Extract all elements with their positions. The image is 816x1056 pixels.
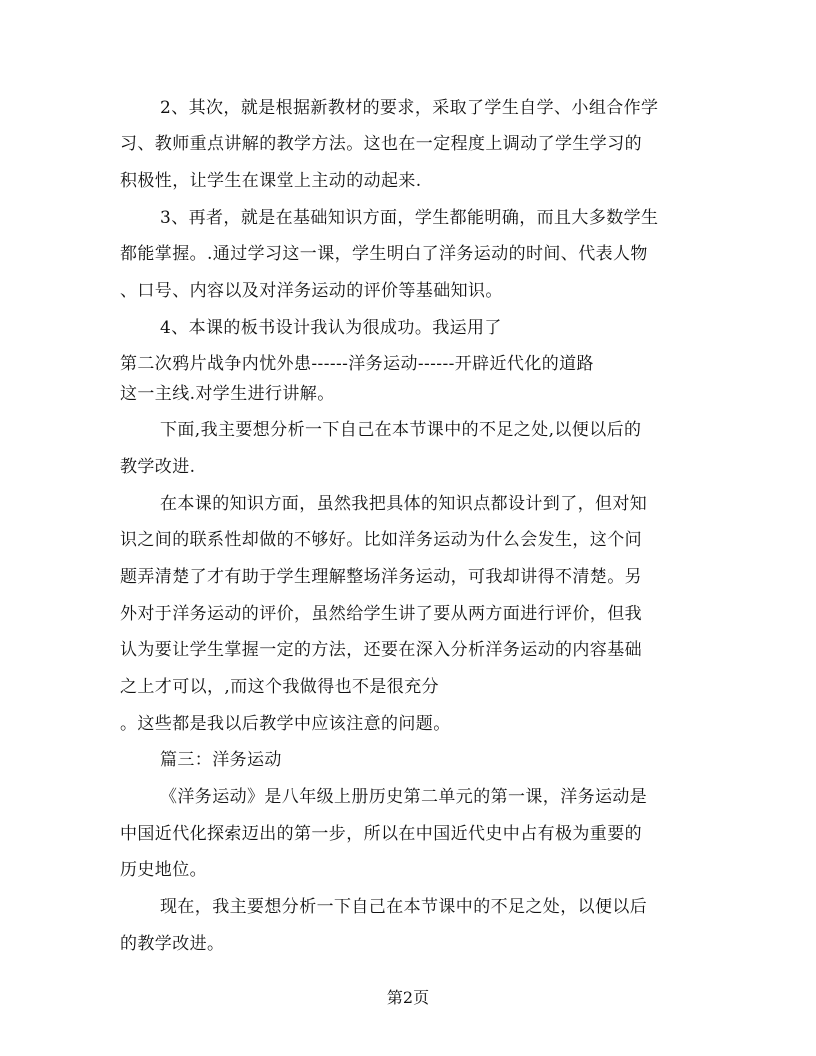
text-line: 都能掌握。.通过学习这一课，学生明白了洋务运动的时间、代表人物 xyxy=(120,244,648,264)
section-heading: 篇三：洋务运动 xyxy=(160,750,282,770)
text-line: 现在，我主要想分析一下自己在本节课中的不足之处，以便以后 xyxy=(160,897,648,917)
text-line: 中国近代化探索迈出的第一步，所以在中国近代史中占有极为重要的 xyxy=(120,824,642,844)
text-line: 识之间的联系性却做的不够好。比如洋务运动为什么会发生，这个问 xyxy=(120,530,642,550)
text-line: 积极性，让学生在课堂上主动的动起来. xyxy=(120,171,422,191)
text-line: 外对于洋务运动的评价，虽然给学生讲了要从两方面进行评价，但我 xyxy=(120,604,642,624)
text-line: 认为要让学生掌握一定的方法，还要在深入分析洋务运动的内容基础 xyxy=(120,640,642,660)
text-line: 下面,我主要想分析一下自己在本节课中的不足之处,以便以后的 xyxy=(160,420,642,440)
text-line: 《洋务运动》是八年级上册历史第二单元的第一课，洋务运动是 xyxy=(160,787,648,807)
text-line: 习、教师重点讲解的教学方法。这也在一定程度上调动了学生学习的 xyxy=(120,134,642,154)
text-line: 之上才可以，,而这个我做得也不是很充分 xyxy=(120,677,440,697)
text-line: 历史地位。 xyxy=(120,860,207,880)
text-line: 的教学改进。 xyxy=(120,934,225,954)
text-line: 第二次鸦片战争内忧外患------洋务运动------开辟近代化的道路 xyxy=(120,354,594,374)
text-line: 4、本课的板书设计我认为很成功。我运用了 xyxy=(160,318,502,338)
text-line: 。这些都是我以后教学中应该注意的问题。 xyxy=(120,714,451,734)
text-line: 、口号、内容以及对洋务运动的评价等基础知识。 xyxy=(120,281,503,301)
page-number: 第2页 xyxy=(386,988,430,1007)
text-line: 这一主线.对学生进行讲解。 xyxy=(120,384,335,404)
text-line: 题弄清楚了才有助于学生理解整场洋务运动，可我却讲得不清楚。另 xyxy=(120,567,642,587)
text-line: 教学改进. xyxy=(120,457,196,477)
text-line: 2、其次，就是根据新教材的要求，采取了学生自学、小组合作学 xyxy=(160,98,659,118)
text-line: 在本课的知识方面，虽然我把具体的知识点都设计到了，但对知 xyxy=(160,494,648,514)
text-line: 3、再者，就是在基础知识方面，学生都能明确，而且大多数学生 xyxy=(160,208,659,228)
